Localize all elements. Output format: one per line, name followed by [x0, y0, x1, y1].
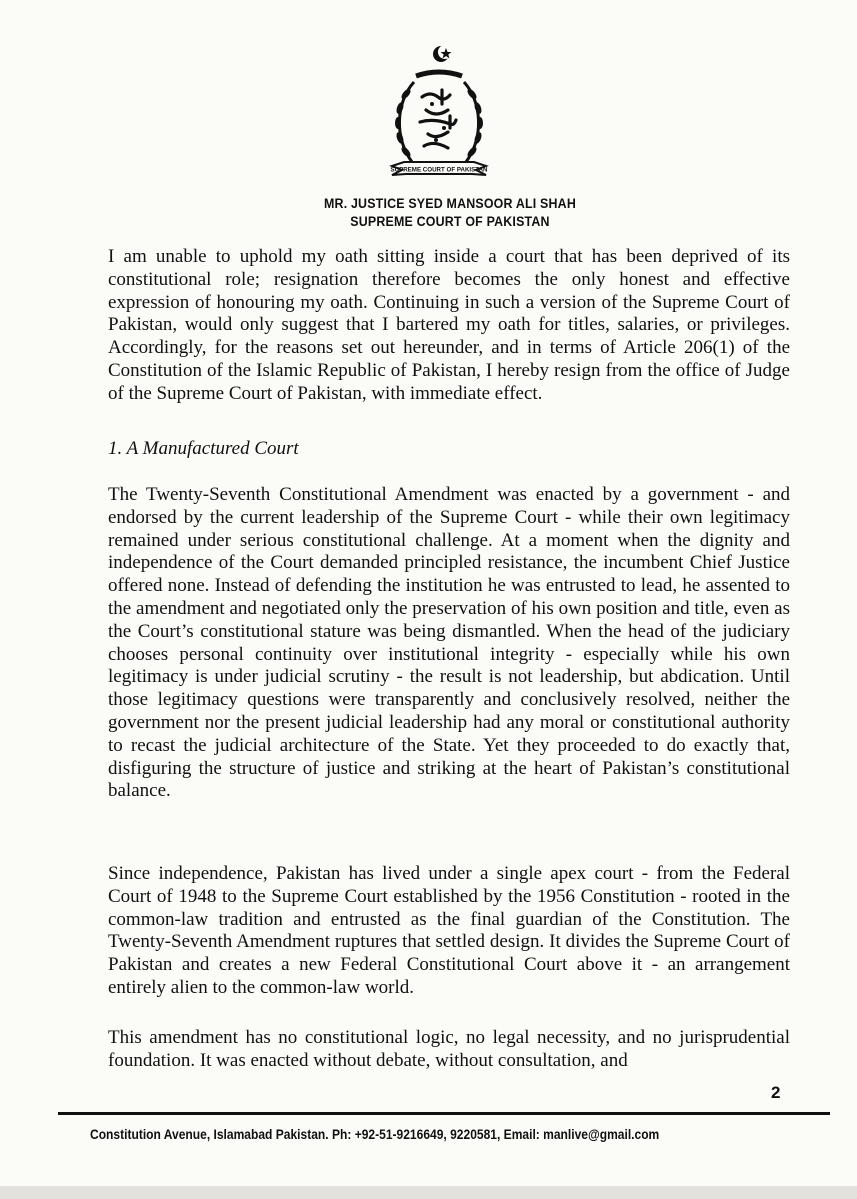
page-number: 2	[771, 1083, 781, 1102]
footer-address: Constitution Avenue, Islamabad Pakistan. Ph: +92-51-9216649, 9220581, Email: manlive@gmail.com	[90, 1126, 660, 1142]
judge-name-heading: MR. JUSTICE SYED MANSOOR ALI SHAH	[324, 196, 576, 211]
court-name-heading: SUPREME COURT OF PAKISTAN	[350, 214, 550, 229]
section-heading: 1. A Manufactured Court	[108, 438, 299, 459]
constitutional-logic-paragraph: This amendment has no constitutional logic, no legal necessity, and no jurisprudential foundation. It was enacted without debate, without consultation, and	[108, 1027, 790, 1071]
supreme-court-seal-icon	[384, 42, 494, 192]
footer-divider	[58, 1112, 830, 1115]
svg-text:SUPREME COURT OF PAKISTAN: SUPREME COURT OF PAKISTAN	[390, 166, 488, 174]
scan-margin	[0, 1186, 857, 1199]
resignation-paragraph: I am unable to uphold my oath sitting inside a court that has been deprived of its constitutional role; resignation therefore becomes the only honest and effective expression of honouring my oath. Continuing in such a version of the Supreme Court of Pakistan, would only suggest that I bartered my oath for titles, salaries, or privileges. Accordingly, for the reasons set out hereunder, and in terms of Article 206(1) of the Constitution of the Islamic Republic of Pakistan, I hereby resign from the office of Judge of the Supreme Court of Pakistan, with immediate effect.	[108, 246, 790, 404]
apex-court-paragraph: Since independence, Pakistan has lived under a single apex court - from the Federal Court of 1948 to the Supreme Court established by the 1956 Constitution - rooted in the common-law tradition and entrusted as the final guardian of the Constitution. The Twenty-Seventh Amendment ruptures that settled design. It divides the Supreme Court of Pakistan and creates a new Federal Constitutional Court above it - an arrangement entirely alien to the common-law world.	[108, 863, 790, 998]
amendment-paragraph: The Twenty-Seventh Constitutional Amendment was enacted by a government - and endorsed by the current leadership of the Supreme Court - while their own legitimacy remained under serious constitutional challenge. At a moment when the dignity and independence of the Court demanded principled resistance, the incumbent Chief Justice offered none. Instead of defending the institution he was entrusted to lead, he assented to the amendment and negotiated only the preservation of his own position and title, even as the Court’s constitutional stature was being dismantled. When the head of the judiciary chooses personal continuity over institutional integrity - especially while his own legitimacy is under judicial scrutiny - the result is not leadership, but abdication. Until those legitimacy questions were transparently and conclusively resolved, neither the government nor the present judicial leadership had any moral or constitutional authority to recast the judicial architecture of the State. Yet they proceeded to do exactly that, disfiguring the structure of justice and striking at the heart of Pakistan’s constitutional balance.	[108, 484, 790, 802]
